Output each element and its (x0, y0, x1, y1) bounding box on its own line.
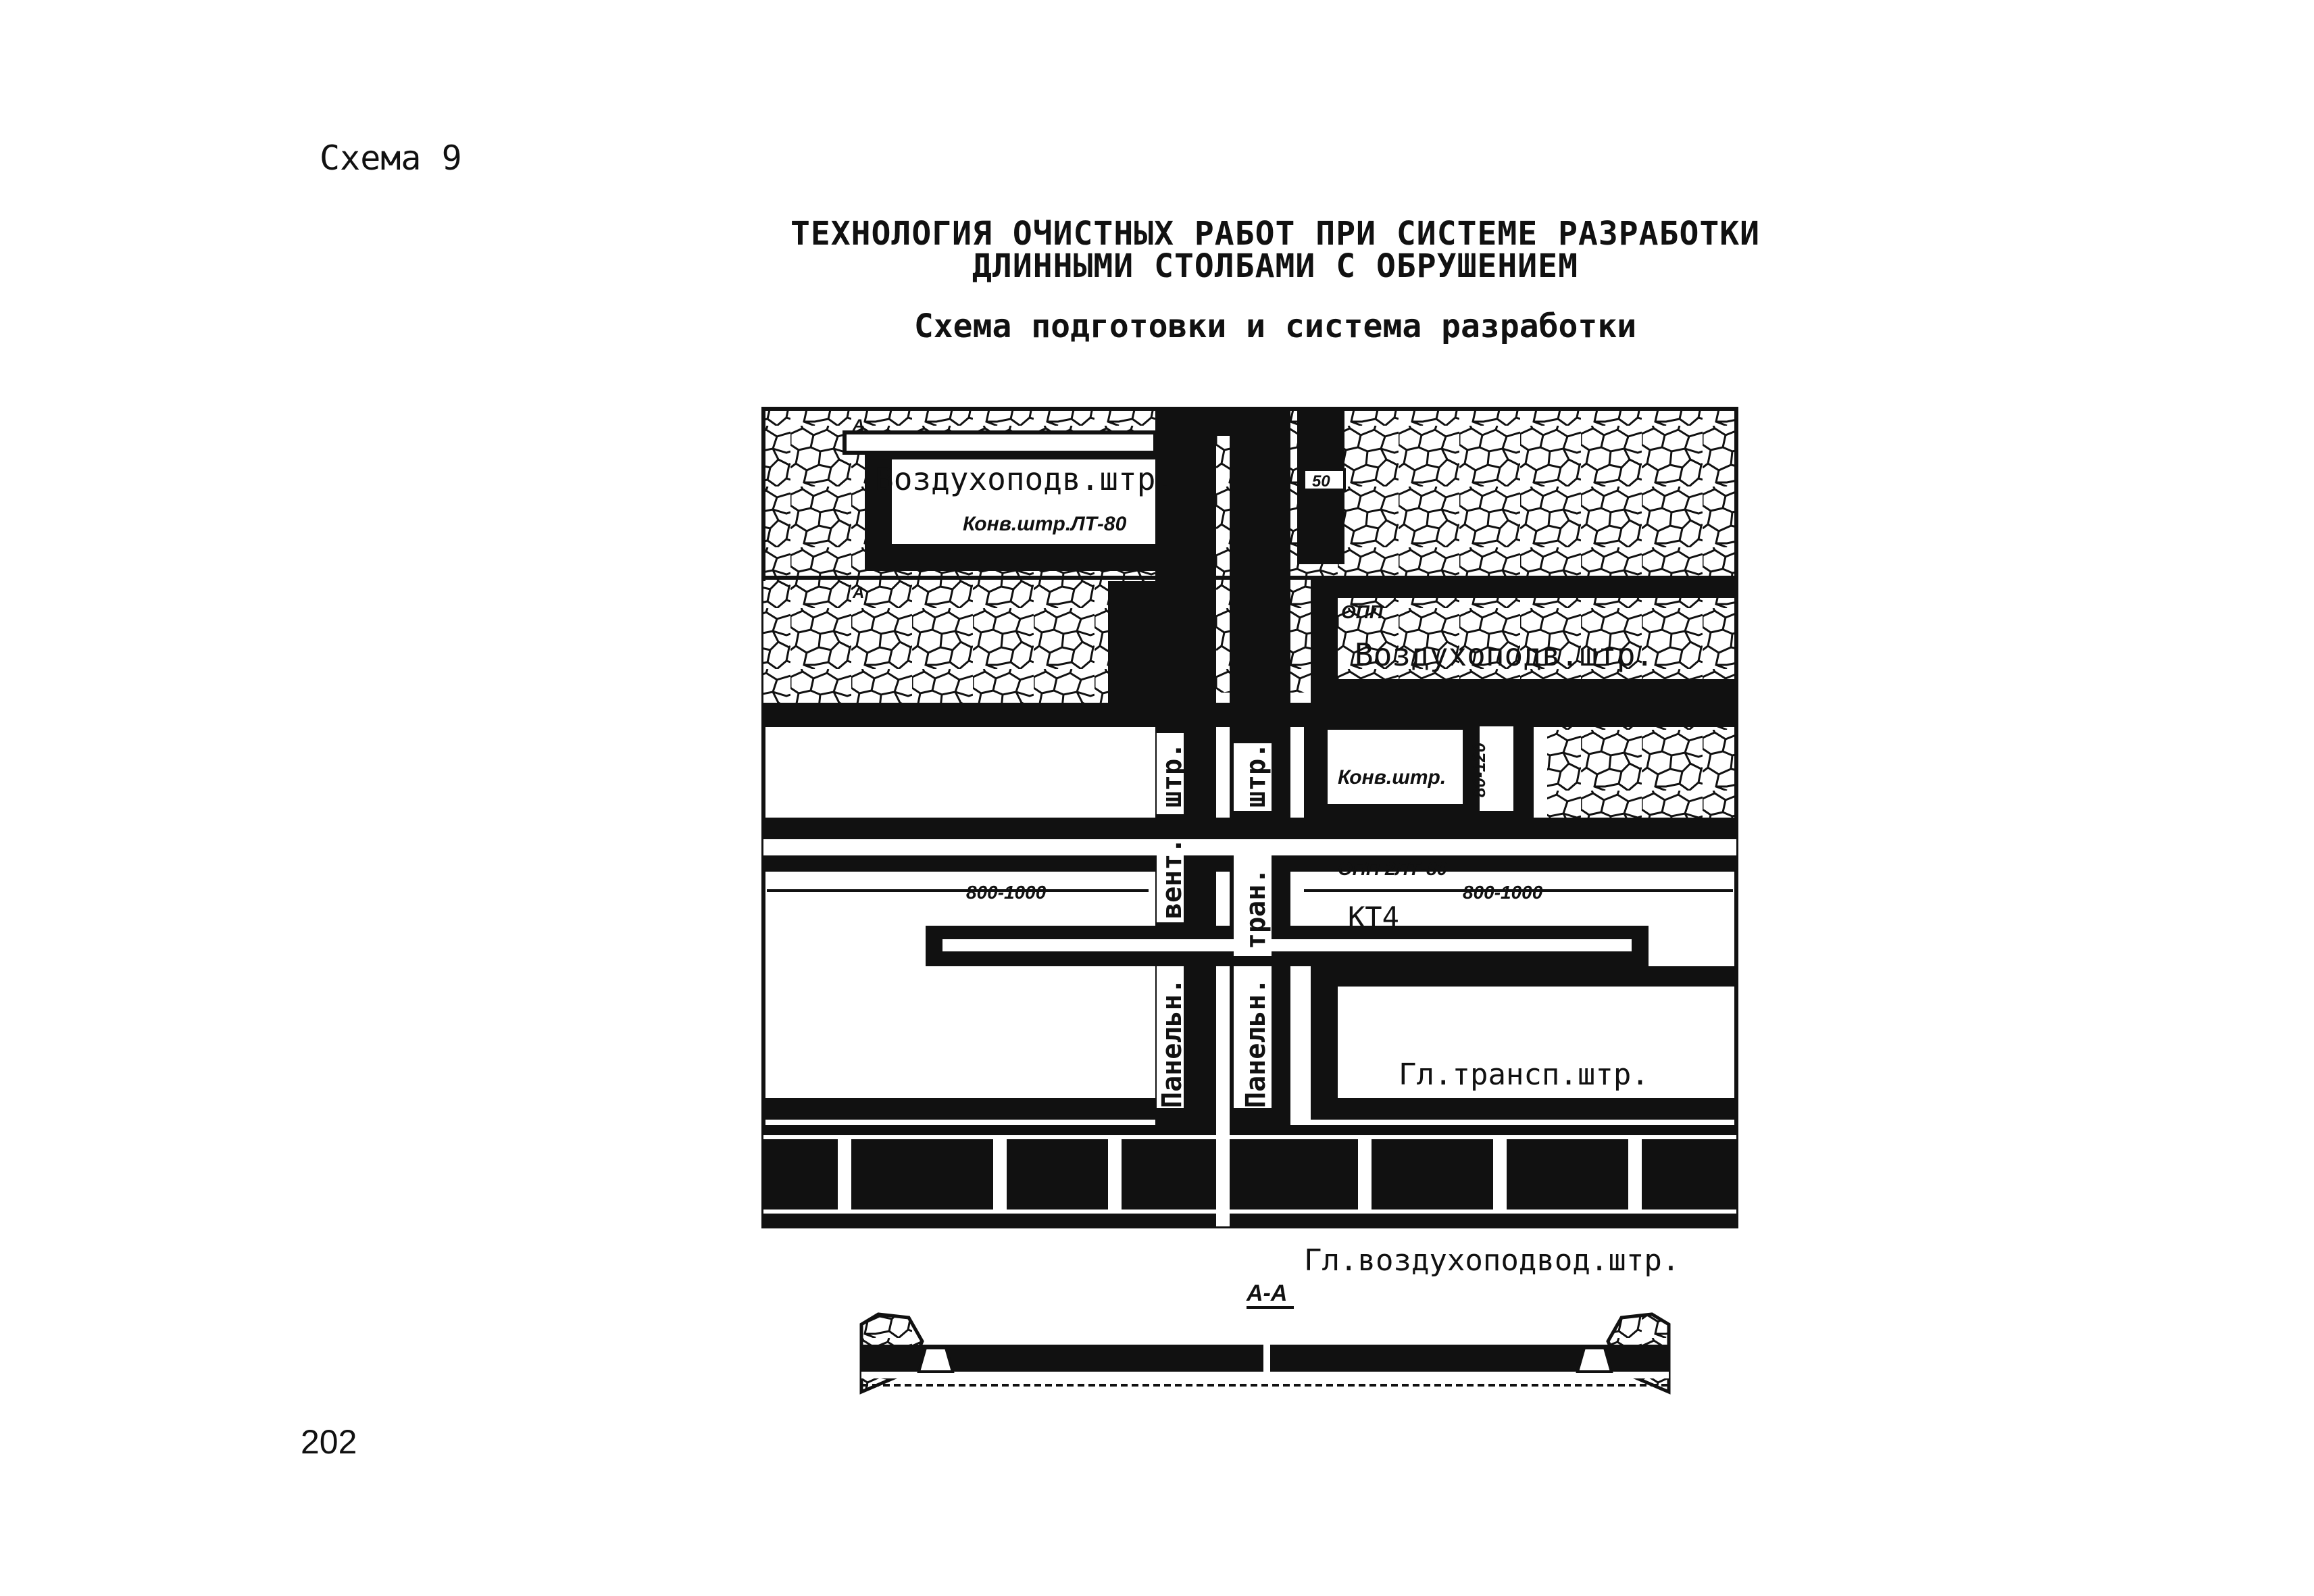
label-800-1000-right: 800-1000 (1463, 882, 1543, 903)
label-section-marker-1: А (853, 416, 865, 434)
page-number: 202 (301, 1423, 357, 1461)
label-main-trans: Гл.трансп.штр. (1399, 1057, 1649, 1092)
label-800-1000-left: 800-1000 (966, 882, 1047, 903)
label-lt80-top: ЛТ-80 (1071, 513, 1127, 535)
label-main-air: Гл.воздухоподвод.штр. (1304, 1243, 1680, 1278)
label-opp-top: ОПП (1341, 601, 1384, 622)
label-panel-vent-3: Панельн. (1157, 978, 1188, 1108)
label-panel-vent-2: вент. (1157, 837, 1188, 919)
section-a-a (861, 1280, 1669, 1392)
label-opp-2lt80: ОПП 2ЛТ-80 (1338, 858, 1448, 879)
label-panel-trans-1: штр. (1240, 742, 1272, 807)
label-section-a-a: А-А (1247, 1280, 1288, 1306)
label-conv-drift-mid: Конв.штр. (1338, 766, 1447, 789)
label-kt4: КТ4 (1348, 901, 1399, 934)
subtitle: Схема подготовки и система разработки (913, 307, 1637, 345)
label-air-drift-top: Воздухоподв.штр. (875, 461, 1175, 497)
label-section-marker-2: А (853, 584, 865, 602)
label-80-120: 80-120 (1469, 743, 1489, 797)
label-50: 50 (1312, 472, 1330, 491)
label-conv-drift-top: Конв.штр. (963, 513, 1072, 535)
scheme-label: Схема 9 (320, 139, 462, 178)
label-air-drift-mid: Воздухоподв.штр. (1355, 637, 1655, 673)
title-line-1: ТЕХНОЛОГИЯ ОЧИСТНЫХ РАБОТ ПРИ СИСТЕМЕ РАЗРАБОТКИ (790, 215, 1761, 253)
label-panel-trans-3: Панельн. (1240, 978, 1272, 1108)
air-drift-band (763, 703, 1736, 727)
label-panel-vent-1: штр. (1157, 742, 1188, 807)
title-line-2: ДЛИННЫМИ СТОЛБАМИ С ОБРУШЕНИЕМ (972, 247, 1578, 285)
label-panel-trans-2: тран. (1240, 868, 1272, 949)
